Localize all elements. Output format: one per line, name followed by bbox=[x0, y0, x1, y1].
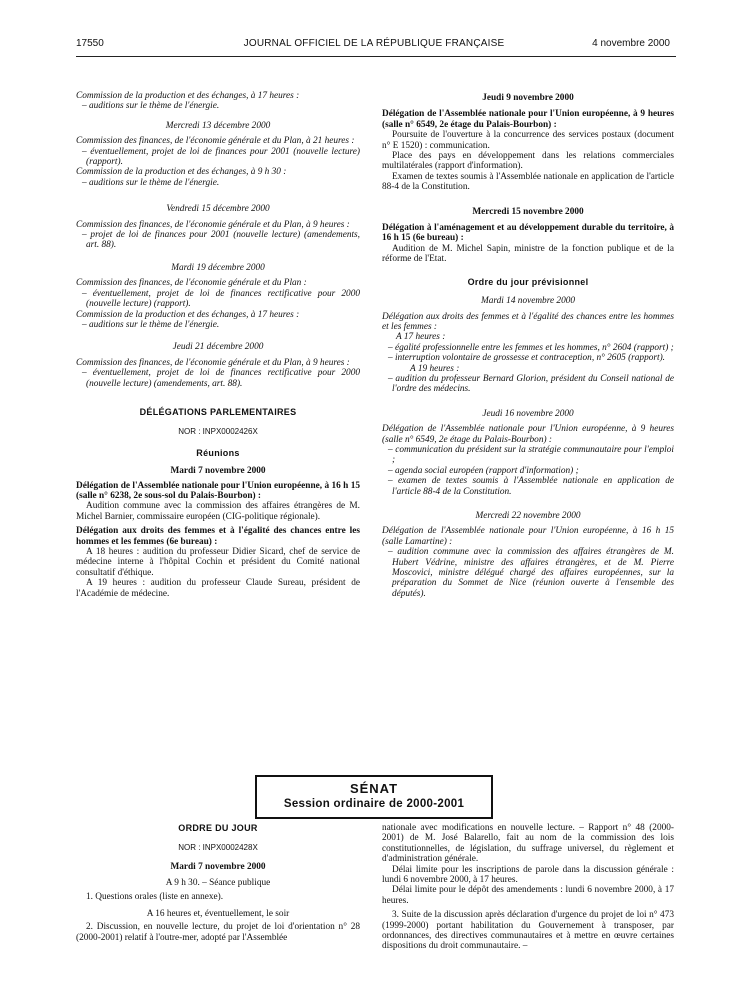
date-heading: Mercredi 13 décembre 2000 bbox=[165, 120, 271, 131]
page-number: 17550 bbox=[76, 38, 104, 49]
session-time: A 16 heures et, éventuellement, le soir bbox=[146, 909, 290, 920]
paragraph: Délai limite pour le dépôt des amendements : lundi 6 novembre 2000, à 17 heures. bbox=[382, 885, 674, 906]
agenda-item: – éventuellement, projet de loi de finances rectificative pour 2000 (nouvelle lecture) (amendements, art. 88). bbox=[82, 368, 360, 389]
time-label: A 17 heures : bbox=[396, 332, 446, 343]
right-column bbox=[382, 93, 674, 599]
agenda-entry: Commission de la production et des échanges, à 17 heures : bbox=[76, 91, 300, 101]
time-label: A 19 heures : bbox=[410, 363, 460, 374]
agenda-entry: Commission des finances, de l'économie générale et du Plan : bbox=[76, 278, 307, 289]
agenda-entry: Commission des finances, de l'économie générale et du Plan, à 9 heures : bbox=[76, 219, 350, 230]
agenda-entry: Commission des finances, de l'économie générale et du Plan, à 21 heures : bbox=[76, 136, 355, 147]
date-heading: Mardi 14 novembre 2000 bbox=[480, 296, 576, 307]
paragraph: Audition commune avec la commission des affaires étrangères de M. Michel Barnier, commissaire européen (CIG-politique régionale). bbox=[76, 501, 360, 522]
left-column bbox=[76, 91, 360, 599]
agenda-item: – projet de loi de finances pour 2001 (nouvelle lecture) (amendements, art. 88). bbox=[82, 230, 360, 251]
agenda-entry: Commission de la production et des échanges, à 17 heures : bbox=[76, 309, 300, 320]
agenda-item: – éventuellement, projet de loi de finances pour 2001 (nouvelle lecture) (rapport). bbox=[82, 146, 360, 168]
agenda-item: – communication du président sur la stratégie communautaire pour l'emploi ; bbox=[388, 444, 674, 466]
agenda-entry: Commission de la production et des échanges, à 9 h 30 : bbox=[76, 167, 287, 178]
session-title: Session ordinaire de 2000-2001 bbox=[283, 798, 465, 810]
page-header bbox=[0, 38, 748, 54]
subsection-title: Réunions bbox=[196, 447, 240, 458]
agenda-item: – auditions sur le thème de l'énergie. bbox=[82, 101, 220, 112]
delegation-title: Délégation aux droits des femmes et à l'égalité des chances entre les hommes et les femmes (6e bureau) : bbox=[76, 526, 360, 547]
paragraph: A 19 heures : audition du professeur Claude Sureau, président de l'Académie de médecine. bbox=[76, 578, 360, 599]
agenda-item: – égalité professionnelle entre les femmes et les hommes, n° 2604 (rapport) ; bbox=[388, 342, 674, 353]
senat-banner bbox=[255, 775, 493, 819]
date-heading: Mardi 7 novembre 2000 bbox=[170, 861, 266, 872]
agenda-item: – interruption volontaire de grossesse et contraception, n° 2605 (rapport). bbox=[388, 353, 665, 364]
delegation-title: Délégation de l'Assemblée nationale pour l'Union européenne, à 16 h 15 (salle n° 6238, 2e sous-sol du Palais-Bourbon) : bbox=[76, 480, 360, 501]
date-heading: Jeudi 16 novembre 2000 bbox=[482, 408, 574, 419]
date-heading: Mardi 19 décembre 2000 bbox=[171, 262, 265, 273]
section-title: ORDRE DU JOUR bbox=[178, 823, 258, 833]
agenda-item: – audition commune avec la commission des affaires étrangères de M. Hubert Védrine, ministre des affaires étrangères, et de M. Pierre Moscovici, ministre délégué chargé des affaires européennes, sur la préparation du Sommet de Nice (réunion ouverte à l'ensemble des députés). bbox=[388, 547, 674, 599]
nor-reference: NOR : INPX0002426X bbox=[178, 427, 258, 437]
paragraph: Place des pays en développement dans les relations commerciales multilatérales (rapport d'information). bbox=[382, 151, 674, 172]
paragraph: A 18 heures : audition du professeur Didier Sicard, chef de service de médecine interne à l'hôpital Cochin et président du Comité national consultatif d'éthique. bbox=[76, 547, 360, 578]
agenda-item: 1. Questions orales (liste en annexe). bbox=[86, 891, 224, 902]
date-heading: Jeudi 21 décembre 2000 bbox=[172, 342, 264, 353]
bottom-right-column bbox=[382, 823, 674, 952]
agenda-item: – éventuellement, projet de loi de finances rectificative pour 2000 (nouvelle lecture) (rapport). bbox=[82, 288, 360, 310]
section-title: DÉLÉGATIONS PARLEMENTAIRES bbox=[139, 406, 297, 417]
session-time: A 9 h 30. – Séance publique bbox=[165, 878, 271, 889]
bottom-left-column bbox=[76, 823, 360, 943]
date-heading: Mercredi 15 novembre 2000 bbox=[472, 206, 584, 217]
agenda-entry: Délégation aux droits des femmes et à l'égalité des chances entre les hommes et les femmes : bbox=[382, 311, 674, 332]
senat-title: SÉNAT bbox=[349, 781, 399, 796]
date-heading: Mardi 7 novembre 2000 bbox=[170, 466, 266, 477]
agenda-item: – audition du professeur Bernard Glorion, président du Conseil national de l'ordre des médecins. bbox=[388, 373, 674, 395]
paragraph: nationale avec modifications en nouvelle lecture. – Rapport n° 48 (2000-2001) de M. José Balarello, fait au nom de la commission des lois constitutionnelles, de législation, du suffrage universel, du règlement et d'administration générale. bbox=[382, 823, 674, 865]
agenda-item: – auditions sur le thème de l'énergie. bbox=[82, 319, 220, 330]
delegation-title: Délégation à l'aménagement et au développement durable du territoire, à 16 h 15 (6e bureau) : bbox=[382, 223, 674, 244]
agenda-entry: Délégation de l'Assemblée nationale pour l'Union européenne, à 16 h 15 (salle Lamartine) : bbox=[382, 526, 674, 547]
date-heading: Jeudi 9 novembre 2000 bbox=[482, 93, 574, 103]
paragraph: 3. Suite de la discussion après déclaration d'urgence du projet de loi n° 473 (1999-2000) portant habilitation du Gouvernement à transposer, par ordonnances, des directives communautaires et à mettre en œuvre certaines dispositions du droit communautaire. – bbox=[382, 910, 674, 952]
issue-date: 4 novembre 2000 bbox=[592, 38, 670, 49]
date-heading: Mercredi 22 novembre 2000 bbox=[475, 511, 581, 521]
header-rule bbox=[76, 56, 676, 57]
paragraph: Délai limite pour les inscriptions de parole dans la discussion générale : lundi 6 novembre 2000, à 17 heures. bbox=[382, 864, 674, 886]
paragraph: Audition de M. Michel Sapin, ministre de la fonction publique et de la réforme de l'Etat. bbox=[382, 243, 674, 265]
journal-title: JOURNAL OFFICIEL DE LA RÉPUBLIQUE FRANÇAISE bbox=[243, 38, 505, 49]
nor-reference: NOR : INPX0002428X bbox=[178, 843, 258, 853]
subsection-title: Ordre du jour prévisionnel bbox=[467, 276, 589, 287]
delegation-title: Délégation de l'Assemblée nationale pour l'Union européenne, à 9 heures (salle n° 6549, 2e étage du Palais-Bourbon) : bbox=[382, 109, 674, 130]
agenda-item: 2. Discussion, en nouvelle lecture, du projet de loi d'orientation n° 28 (2000-2001) relatif à l'outre-mer, adopté par l'Assemblée bbox=[76, 922, 360, 943]
agenda-item: – agenda social européen (rapport d'information) ; bbox=[388, 465, 579, 476]
paragraph: Poursuite de l'ouverture à la concurrence des services postaux (document n° E 1520) : communication. bbox=[382, 130, 674, 151]
agenda-entry: Délégation de l'Assemblée nationale pour l'Union européenne, à 9 heures (salle n° 6549, 2e étage du Palais-Bourbon) : bbox=[382, 424, 674, 445]
paragraph: Examen de textes soumis à l'Assemblée nationale en application de l'article 88-4 de la Constitution. bbox=[382, 171, 674, 193]
agenda-entry: Commission des finances, de l'économie générale et du Plan, à 9 heures : bbox=[76, 357, 350, 368]
agenda-item: – examen de textes soumis à l'Assemblée nationale en application de l'article 88-4 de la Constitution. bbox=[388, 476, 674, 497]
date-heading: Vendredi 15 décembre 2000 bbox=[166, 204, 270, 215]
agenda-item: – auditions sur le thème de l'énergie. bbox=[82, 177, 220, 188]
